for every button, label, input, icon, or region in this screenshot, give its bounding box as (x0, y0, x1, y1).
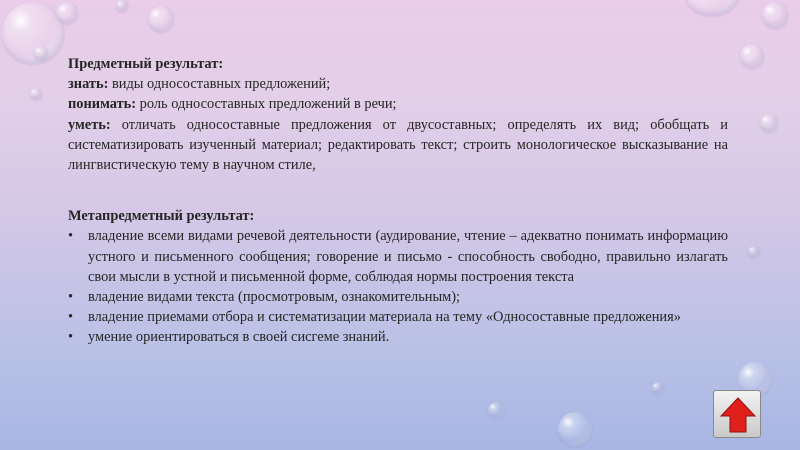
subject-heading: Предметный результат: (68, 56, 224, 72)
list-item: • умение ориентироваться в своей сисгеме знаний. (68, 327, 728, 347)
bubble-decoration (686, 0, 738, 16)
bullet: • (68, 289, 74, 306)
know-label: знать: (68, 76, 109, 93)
understand-text: роль односоставных предложений в речи; (136, 96, 397, 113)
list-item: • владение видами текста (просмотровым, ознакомительным); (68, 287, 728, 307)
up-arrow-icon (718, 395, 758, 435)
meta-list (68, 226, 728, 347)
bubble-decoration (148, 6, 174, 32)
bubble-decoration (740, 44, 764, 68)
subject-know-line (68, 74, 728, 94)
bubble-decoration (56, 2, 78, 24)
understand-label: понимать: (68, 96, 137, 113)
subject-understand-line (68, 94, 728, 114)
slide-content (68, 54, 728, 348)
bubble-decoration (2, 2, 64, 64)
bubble-decoration (748, 246, 760, 258)
bubble-decoration (762, 2, 788, 28)
bullet: • (68, 309, 74, 326)
list-item: • владение приемами отбора и систематизации материала на тему «Односоставные предложения» (68, 307, 728, 327)
list-item: • владение всеми видами речевой деятельности (аудирование, чтение – адекватно понимать информацию устного и письменного сообщения; говорение и письмо - способность свободно, правильно излагать свои мысли в устной и письменной форме, соблюдая нормы построения текста (68, 228, 728, 285)
know-text: виды односоставных предложений; (108, 76, 331, 93)
bubble-decoration (558, 412, 592, 446)
back-navigation-button[interactable] (713, 390, 761, 438)
able-label: уметь: (68, 116, 111, 133)
bubble-decoration (760, 114, 778, 132)
bubble-decoration (652, 382, 664, 394)
able-text: отличать односоставные предложения от двусоставных; определять их вид; обобщать и систематизировать изученный материал; редактировать текст; строить монологическое высказывание на лингвистическую тему в научном стиле, (68, 116, 728, 174)
bubble-decoration (116, 0, 128, 12)
subject-able-line (68, 115, 728, 176)
bullet: • (68, 329, 74, 346)
bubble-decoration (488, 402, 504, 418)
bubble-decoration (30, 88, 42, 100)
bubble-decoration (34, 46, 48, 60)
meta-heading: Метапредметный результат: (68, 208, 255, 225)
bullet: • (68, 228, 74, 245)
